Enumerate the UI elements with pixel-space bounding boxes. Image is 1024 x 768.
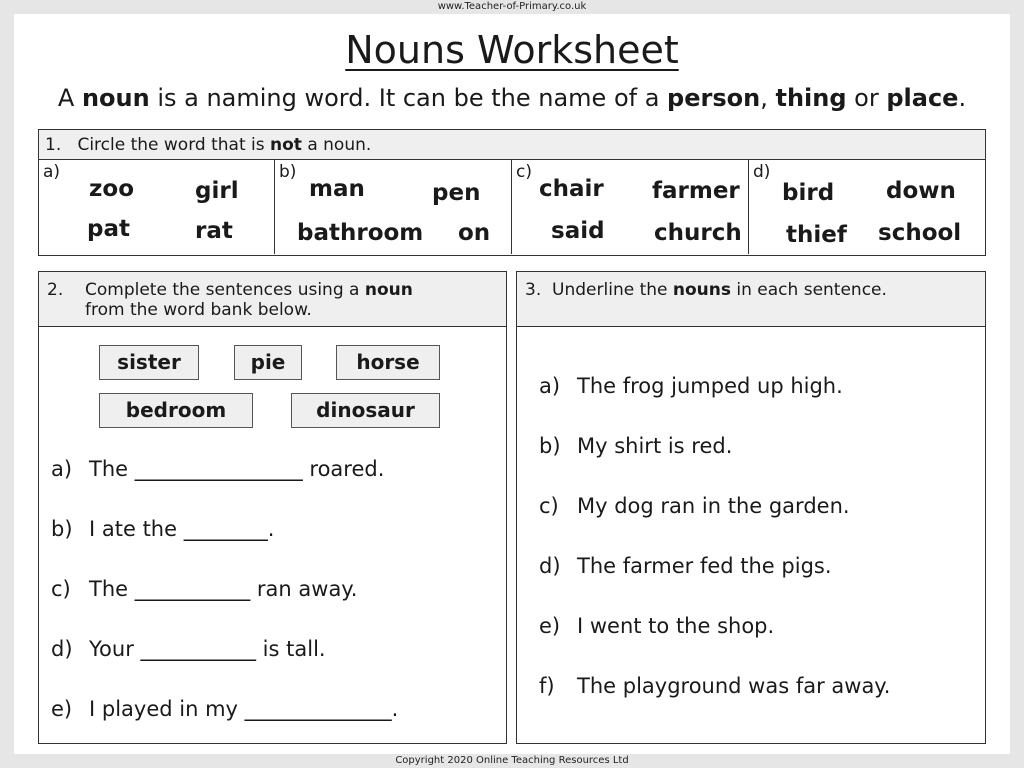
sentence-c: c) The ___________ ran away. <box>51 577 358 601</box>
intro-text: A noun is a naming word. It can be the name of a person, thing or place. <box>57 84 967 112</box>
word-option[interactable]: church <box>654 220 742 246</box>
word-bank-bedroom[interactable]: bedroom <box>99 393 253 428</box>
sentence-c: c) My dog ran in the garden. <box>539 494 850 518</box>
word-group-a <box>39 160 275 254</box>
word-group-d <box>749 160 984 254</box>
word-option[interactable]: rat <box>195 218 233 244</box>
sentence-e: e) I played in my ______________. <box>51 697 399 721</box>
sentence-a: a) The frog jumped up high. <box>539 374 843 398</box>
word-option[interactable]: pat <box>87 216 130 242</box>
word-option[interactable]: thief <box>786 222 847 248</box>
word-group-c <box>512 160 749 254</box>
word-option[interactable]: pen <box>432 180 481 206</box>
group-letter: d) <box>753 162 771 182</box>
sentence-e: e) I went to the shop. <box>539 614 775 638</box>
site-url: www.Teacher-of-Primary.co.uk <box>437 1 587 12</box>
sentence-d: d) The farmer fed the pigs. <box>539 554 832 578</box>
word-group-b <box>275 160 512 254</box>
sentence-b: b) My shirt is red. <box>539 434 733 458</box>
word-option[interactable]: farmer <box>652 178 740 204</box>
word-option[interactable]: said <box>551 218 605 244</box>
group-letter: c) <box>516 162 532 182</box>
word-bank-horse[interactable]: horse <box>336 345 440 380</box>
word-option[interactable]: man <box>309 176 365 202</box>
word-bank-dinosaur[interactable]: dinosaur <box>291 393 440 428</box>
section-1-circle-not-noun <box>38 129 986 256</box>
section-1-instruction: 1. Circle the word that is not a noun. <box>39 130 985 160</box>
sentence-d: d) Your ___________ is tall. <box>51 637 326 661</box>
section-2-instruction: 2. Complete the sentences using a noun from the word bank below. <box>39 272 506 327</box>
sentence-b: b) I ate the ________. <box>51 517 275 541</box>
word-option[interactable]: chair <box>539 176 604 202</box>
word-option[interactable]: down <box>886 178 956 204</box>
sentence-a: a) The ________________ roared. <box>51 457 385 481</box>
word-option[interactable]: on <box>458 220 491 246</box>
section-2-complete-sentences <box>38 271 507 744</box>
word-option[interactable]: bird <box>782 180 835 206</box>
word-option[interactable]: girl <box>195 178 239 204</box>
sentence-f: f) The playground was far away. <box>539 674 891 698</box>
page-title: Nouns Worksheet <box>345 28 679 72</box>
copyright-footer: Copyright 2020 Online Teaching Resources Ltd <box>395 755 629 766</box>
word-option[interactable]: zoo <box>89 176 134 202</box>
word-option[interactable]: school <box>878 220 962 246</box>
section-3-instruction: 3. Underline the nouns in each sentence. <box>517 272 985 327</box>
worksheet-page <box>14 14 1010 754</box>
group-letter: b) <box>279 162 297 182</box>
section-3-underline-nouns <box>516 271 986 744</box>
word-option[interactable]: bathroom <box>297 220 424 246</box>
word-bank-pie[interactable]: pie <box>234 345 302 380</box>
group-letter: a) <box>43 162 61 182</box>
word-bank-sister[interactable]: sister <box>99 345 199 380</box>
